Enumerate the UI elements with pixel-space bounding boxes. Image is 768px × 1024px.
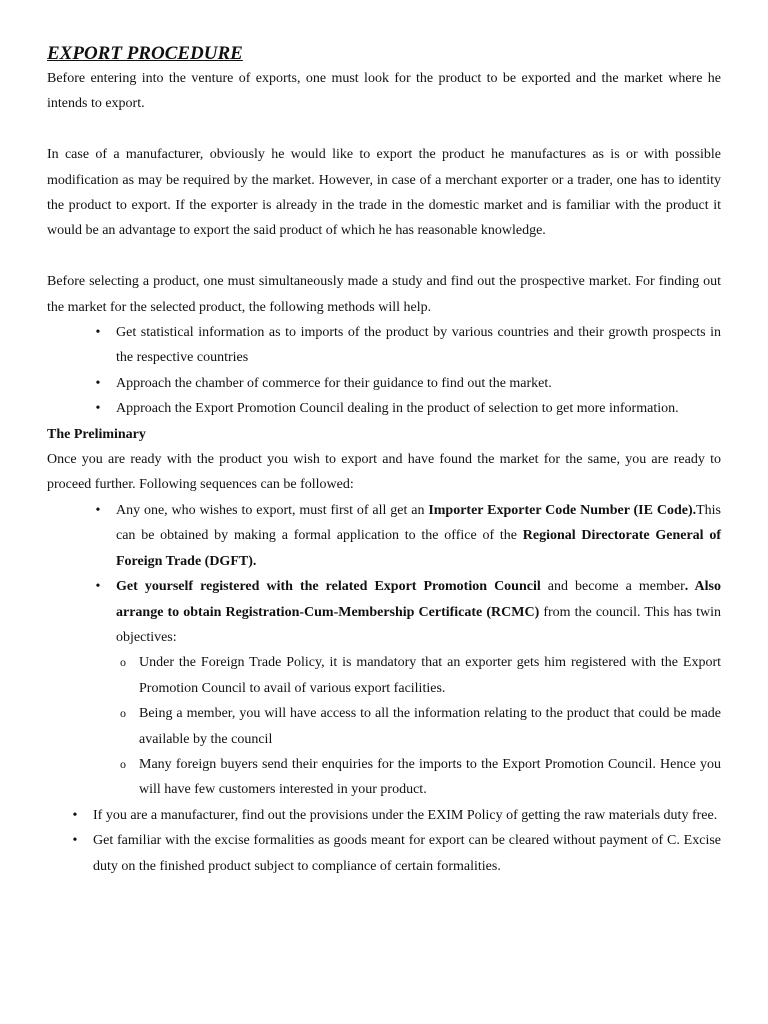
- list-item: [72, 803, 721, 828]
- bullet-icon: •: [72, 807, 78, 823]
- list-item-text: If you are a manufacturer, find out the provisions under the EXIM Policy of getting the raw materials duty free.: [93, 807, 718, 823]
- circle-bullet-icon: o: [120, 706, 126, 721]
- page-title: EXPORT PROCEDURE: [47, 43, 243, 64]
- bullet-icon: •: [95, 375, 101, 391]
- bullet-icon: •: [95, 325, 101, 341]
- list-item-text: Get familiar with the excise formalities as goods meant for export can be cleared without payment of C. Excise duty on the finished product subject to compliance of certain formalities.: [93, 833, 721, 874]
- list-item: [72, 828, 721, 879]
- step1-text: Any one, who wishes to export, must first of all get an: [116, 502, 429, 518]
- list-item-text: Approach the chamber of commerce for their guidance to find out the market.: [116, 375, 552, 391]
- objectives-list: [120, 650, 721, 802]
- manufacturer-paragraph: In case of a manufacturer, obviously he would like to export the product he manufactures as is or with possible modification as may be required by the market. However, in case of a merchant exporter or a trader, one has to identity the product to export. If the exporter is already in the trade in the domestic market and is familiar with the product it would be an advantage to export the said product of which he has reasonable knowledge.: [47, 147, 721, 239]
- bullet-icon: •: [95, 401, 101, 417]
- circle-bullet-icon: o: [120, 756, 126, 771]
- list-item: [95, 320, 721, 371]
- step2-text-cont: from the council. This has twin objectives:: [116, 604, 721, 645]
- bullet-icon: •: [72, 833, 78, 849]
- epc-register-text: Get yourself registered with the related Export Promotion Council: [116, 579, 541, 595]
- bullet-icon: •: [95, 502, 101, 518]
- list-item: [120, 701, 721, 752]
- list-item-text: Many foreign buyers send their enquiries for the imports to the Export Promotion Council. Hence you will have few customers interested in your product.: [139, 756, 721, 798]
- list-item-text: Get statistical information as to imports of the product by various countries and their growth prospects in the respective countries: [116, 325, 721, 366]
- rcmc-text: . Also arrange to obtain Registration-Cum-Membership Certificate (RCMC): [116, 579, 722, 620]
- final-points-list: [72, 803, 721, 879]
- paragraph-gap: [47, 244, 721, 269]
- document-page: [47, 40, 721, 879]
- selecting-paragraph: Before selecting a product, one must simultaneously made a study and find out the prospective market. For finding out the market for the selected product, the following methods will help.: [47, 274, 721, 315]
- list-item: [95, 396, 721, 421]
- bullet-icon: •: [95, 579, 101, 595]
- step1-text-cont: This can be obtained by making a formal application to the office of the: [116, 502, 721, 544]
- list-item: [120, 650, 721, 701]
- steps-list: [95, 498, 722, 803]
- list-item-text: Approach the Export Promotion Council dealing in the product of selection to get more information.: [116, 401, 679, 417]
- list-item: [120, 752, 721, 803]
- methods-list: [95, 320, 721, 422]
- ie-code-text: Importer Exporter Code Number (IE Code).: [428, 502, 697, 518]
- list-item: [95, 574, 722, 803]
- preliminary-heading: The Preliminary: [47, 426, 146, 442]
- intro-paragraph: Before entering into the venture of exports, one must look for the product to be exported and the market where he intends to export.: [47, 71, 721, 112]
- preliminary-paragraph: Once you are ready with the product you wish to export and have found the market for the same, you are ready to proceed further. Following sequences can be followed:: [47, 452, 721, 493]
- paragraph-gap: [47, 117, 721, 142]
- dgft-text: Regional Directorate General of Foreign Trade (DGFT).: [116, 528, 721, 569]
- circle-bullet-icon: o: [120, 655, 126, 670]
- list-item: [95, 498, 721, 574]
- list-item-text: Being a member, you will have access to all the information relating to the product that could be made available by the council: [139, 706, 721, 747]
- list-item: [95, 371, 721, 396]
- list-item-text: Under the Foreign Trade Policy, it is mandatory that an exporter gets him registered with the Export Promotion Council to avail of various export facilities.: [139, 655, 721, 696]
- step2-text: and become a member: [540, 579, 685, 595]
